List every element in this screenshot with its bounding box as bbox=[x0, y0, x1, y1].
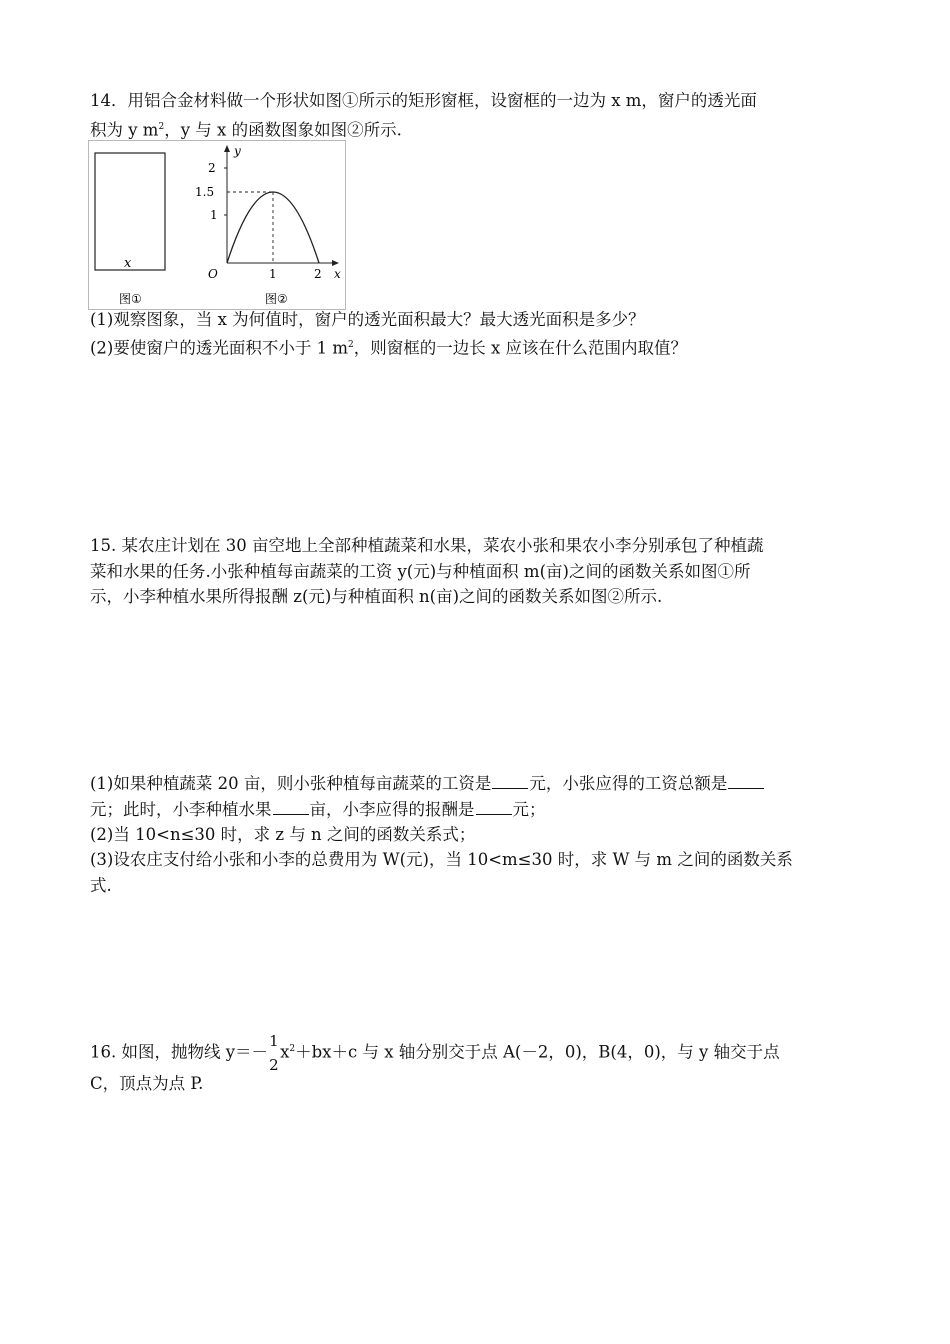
caption-fig1: 图① bbox=[119, 292, 142, 306]
q15-sub-1-line-2 bbox=[90, 798, 546, 822]
q15-text-3: 示，小李种植水果所得报酬 z(元)与种植面积 n(亩)之间的函数关系如图②所示. bbox=[90, 587, 663, 606]
q14-sub-2b: ，则窗框的一边长 x 应该在什么范围内取值？ bbox=[353, 338, 688, 358]
axis-label-x: x bbox=[334, 267, 341, 281]
y-tick-label-2: 2 bbox=[208, 161, 216, 175]
q14-text-1: 14．用铝合金材料做一个形状如图①所示的矩形窗框，设窗框的一边为 x m，窗户的透光面 bbox=[90, 91, 757, 110]
q14-sub-1-text: (1)观察图象，当 x 为何值时，窗户的透光面积最大？最大透光面积是多少？ bbox=[90, 310, 645, 329]
rect-label-x: x bbox=[124, 256, 132, 271]
q14-figure bbox=[88, 140, 346, 310]
q16-text-2: C，顶点为点 P. bbox=[90, 1074, 204, 1093]
y-tick-label-1-5: 1.5 bbox=[195, 185, 215, 199]
axis-label-y: y bbox=[234, 144, 241, 158]
q16-line-2 bbox=[90, 1072, 203, 1096]
q14-sub-2a: (2)要使窗户的透光面积不小于 1 m bbox=[90, 338, 349, 358]
q15-sub-1c: 元；此时，小李种植水果 bbox=[90, 800, 272, 819]
answer-blank-1[interactable] bbox=[492, 772, 528, 789]
y-tick-label-1: 1 bbox=[210, 208, 218, 222]
q15-sub-3b: 式. bbox=[90, 876, 112, 895]
q14-sub-1 bbox=[90, 308, 645, 332]
q15-sub-3-line-2 bbox=[90, 874, 112, 898]
answer-blank-3[interactable] bbox=[273, 798, 309, 815]
caption-fig2: 图② bbox=[265, 292, 288, 306]
x-tick-label-1: 1 bbox=[269, 267, 277, 281]
q16-text-1b: x bbox=[280, 1042, 290, 1062]
x-axis-arrow bbox=[332, 260, 339, 266]
q14-text-2a: 积为 y m bbox=[90, 120, 159, 140]
q15-line-1 bbox=[90, 534, 763, 558]
fraction-one-half bbox=[268, 1032, 280, 1074]
q14-line-1 bbox=[90, 89, 757, 113]
q16-line-1 bbox=[90, 1032, 780, 1074]
q14-text-2b: ，y 与 x 的函数图象如图②所示. bbox=[164, 120, 402, 140]
q15-sub-2-text: (2)当 10<n≤30 时，求 z 与 n 之间的函数关系式； bbox=[90, 825, 476, 844]
origin-label: O bbox=[208, 267, 218, 281]
q15-sub-1-line-1 bbox=[90, 772, 765, 796]
q15-line-3 bbox=[90, 585, 662, 609]
q14-superscript: 2 bbox=[158, 122, 165, 132]
window-frame-rect bbox=[95, 153, 165, 270]
q15-sub-1d: 亩，小李应得的报酬是 bbox=[309, 800, 475, 819]
q16-text-1c: ＋bx＋c 与 x 轴分别交于点 A(－2，0)，B(4，0)，与 y 轴交于点 bbox=[295, 1042, 780, 1062]
q15-sub-3a: (3)设农庄支付给小张和小李的总费用为 W(元)，当 10<m≤30 时，求 W 与 m 之间的函数关系 bbox=[90, 850, 793, 869]
q16-text-1a: 16. 如图，抛物线 y＝－ bbox=[90, 1042, 269, 1062]
q15-text-1: 15. 某农庄计划在 30 亩空地上全部种植蔬菜和水果，菜农小张和果农小李分别承包了种植蔬 bbox=[90, 536, 764, 555]
q15-text-2: 菜和水果的任务.小张种植每亩蔬菜的工资 y(元)与种植面积 m(亩)之间的函数关系如图①所 bbox=[90, 562, 751, 581]
q14-figure-svg bbox=[89, 141, 345, 309]
answer-blank-4[interactable] bbox=[476, 798, 512, 815]
fraction-numerator: 1 bbox=[269, 1032, 279, 1050]
q15-line-2 bbox=[90, 560, 750, 584]
q16-superscript: 2 bbox=[289, 1044, 296, 1054]
q14-sub-2 bbox=[90, 333, 687, 361]
x-tick-label-2: 2 bbox=[314, 267, 322, 281]
q14-sub-2-superscript: 2 bbox=[348, 340, 354, 350]
q14-line-2 bbox=[90, 115, 402, 143]
q15-sub-2 bbox=[90, 823, 475, 847]
answer-blank-2[interactable] bbox=[728, 772, 764, 789]
q15-sub-3-line-1 bbox=[90, 848, 793, 872]
fraction-denominator: 2 bbox=[269, 1056, 279, 1074]
y-axis-arrow bbox=[224, 145, 230, 152]
q15-sub-1e: 元； bbox=[512, 800, 546, 819]
q15-sub-1b: 元，小张应得的工资总额是 bbox=[529, 774, 728, 793]
q15-sub-1a: (1)如果种植蔬菜 20 亩，则小张种植每亩蔬菜的工资是 bbox=[90, 774, 492, 793]
